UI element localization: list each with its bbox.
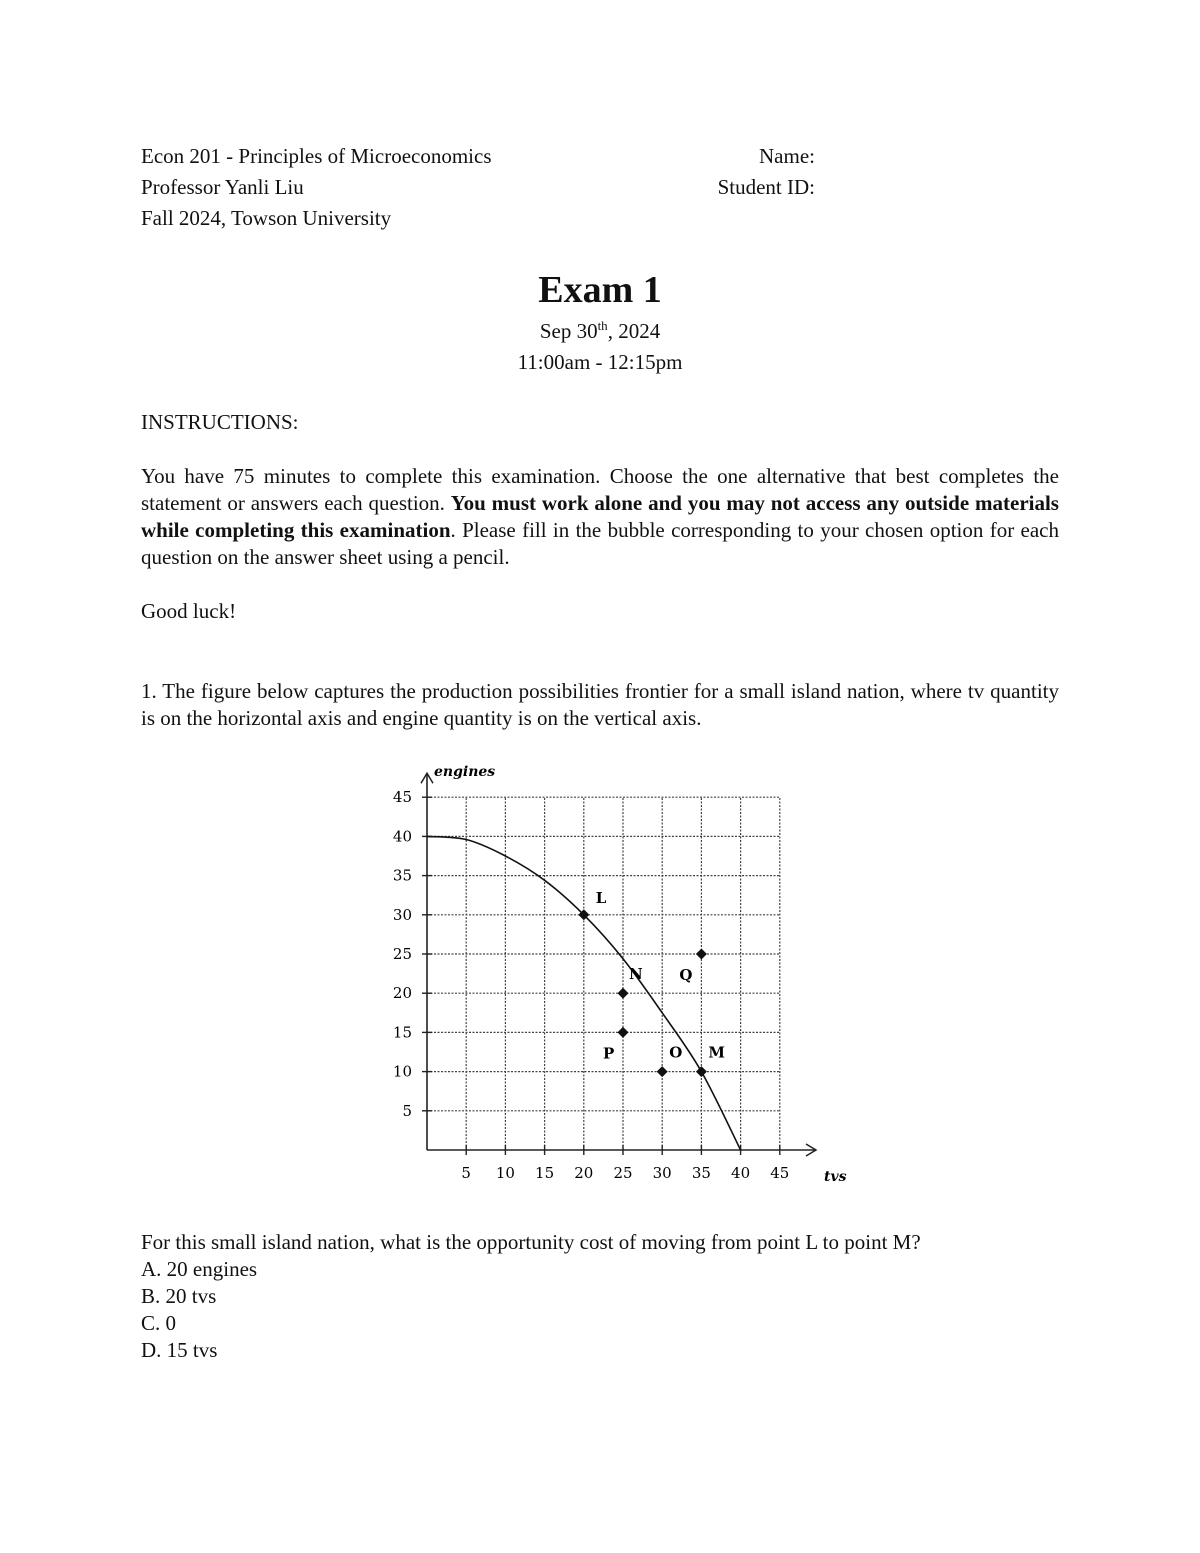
date-suffix: , 2024	[607, 319, 661, 343]
exam-time: 11:00am - 12:15pm	[517, 350, 683, 374]
y-tick-label: 30	[392, 905, 412, 924]
x-tick-label: 30	[652, 1164, 672, 1182]
y-tick-label: 10	[392, 1062, 412, 1081]
point-marker-q	[696, 949, 707, 960]
date-superscript: th	[597, 318, 608, 333]
x-tick-label: 40	[731, 1164, 751, 1182]
chart-points	[578, 889, 725, 1077]
point-label-o: O	[669, 1043, 683, 1062]
professor-name: Professor Yanli Liu	[141, 175, 304, 199]
exam-title: Exam 1	[538, 269, 662, 311]
question-1-options	[141, 1256, 257, 1364]
instructions-paragraph	[141, 463, 1059, 571]
y-tick-label: 5	[402, 1101, 412, 1120]
y-axis-label: engines	[434, 764, 496, 780]
term: Fall 2024, Towson University	[141, 206, 392, 230]
good-luck: Good luck!	[141, 599, 237, 623]
student-fields	[705, 141, 815, 203]
instructions-text-2: . Please fill in the bubble corresponding to your chosen option for each question on the answer sheet using a pencil.	[141, 518, 1059, 569]
instructions-text-1: You have 75 minutes to complete this examination. Choose the one alternative that best completes the statement or answers each question.	[141, 464, 1059, 515]
point-marker-p	[618, 1027, 629, 1038]
x-tick-label: 20	[574, 1164, 594, 1182]
x-tick-label: 15	[535, 1164, 555, 1182]
y-tick-label: 40	[392, 827, 412, 846]
student-id-label: Student ID:	[717, 175, 815, 199]
point-label-p: P	[603, 1044, 615, 1063]
x-tick-label: 10	[495, 1164, 515, 1182]
instructions-heading: INSTRUCTIONS:	[141, 410, 299, 434]
point-label-m: M	[708, 1043, 726, 1062]
name-label: Name:	[759, 144, 815, 168]
point-label-q: Q	[679, 966, 693, 984]
y-tick-label: 45	[392, 788, 412, 807]
instructions-bold: You must work alone and you may not access any outside materials while completing this examination	[141, 491, 1059, 542]
option-a: A. 20 engines	[141, 1257, 258, 1281]
date-prefix: Sep 30	[539, 319, 598, 343]
y-tick-label: 20	[392, 984, 412, 1003]
point-label-n: N	[629, 965, 643, 984]
x-tick-label: 35	[691, 1164, 711, 1182]
y-tick-label: 15	[392, 1023, 412, 1042]
option-c: C. 0	[141, 1311, 177, 1335]
x-tick-label: 25	[613, 1164, 633, 1182]
chart-ticks	[393, 788, 789, 1182]
exam-date	[0, 318, 1200, 344]
point-marker-o	[657, 1066, 668, 1077]
course-title: Econ 201 - Principles of Microeconomics	[141, 144, 492, 168]
point-label-l: L	[595, 888, 607, 907]
point-marker-m	[696, 1066, 707, 1077]
x-tick-label: 45	[770, 1164, 790, 1182]
point-marker-n	[618, 988, 629, 999]
chart-grid	[427, 797, 780, 1150]
course-info	[141, 141, 492, 234]
question-1-prompt: For this small island nation, what is the opportunity cost of moving from point L to point M?	[141, 1230, 921, 1254]
chart-axes	[421, 773, 816, 1156]
x-axis-label: tvs	[824, 1169, 847, 1185]
x-tick-label: 5	[461, 1164, 471, 1182]
option-d: D. 15 tvs	[141, 1338, 218, 1362]
y-tick-label: 35	[392, 866, 412, 885]
question-1-stem: 1. The figure below captures the production possibilities frontier for a small island nation, where tv quantity is on the horizontal axis and engine quantity is on the vertical axis.	[141, 679, 1059, 730]
ppf-chart	[370, 752, 860, 1197]
y-tick-label: 25	[392, 945, 412, 963]
option-b: B. 20 tvs	[141, 1284, 217, 1308]
